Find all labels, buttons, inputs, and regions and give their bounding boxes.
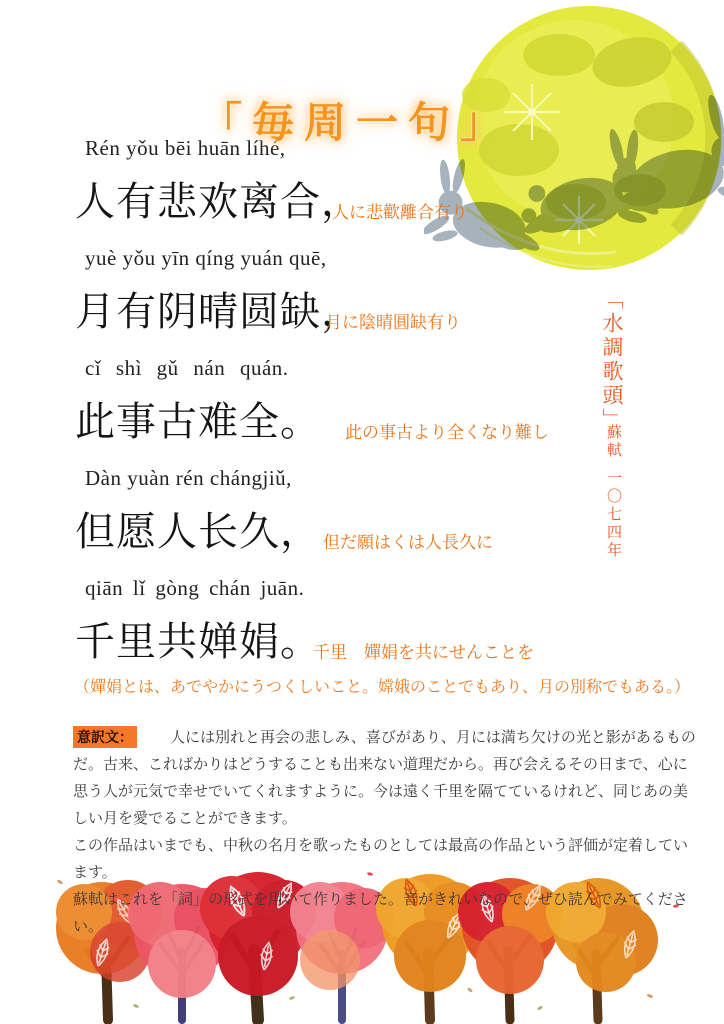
- poem-line-5: [0, 576, 724, 667]
- kundoku-line: 人に悲歡離合有り: [332, 203, 468, 222]
- pinyin-line: Dàn yuàn rén chángjiǔ,: [85, 466, 292, 490]
- kundoku-line: 但だ願はくは人長久に: [323, 533, 493, 552]
- pinyin-line: cǐ shì gǔ nán quán.: [85, 356, 289, 380]
- hanzi-line: 千里共婵娟。: [75, 619, 321, 664]
- chanjuan-note: （嬋娟とは、あでやかにうつくしいこと。嫦娥のことでもあり、月の別称でもある。）: [74, 679, 691, 696]
- interpretation-block: [73, 724, 699, 940]
- source-author: 蘇軾: [605, 424, 621, 460]
- source-year: 一〇七四年: [605, 470, 621, 560]
- interpretation-label: 意訳文：: [73, 726, 137, 748]
- page-title: 「毎周一句」: [200, 101, 513, 148]
- kundoku-line: 月に陰晴圓缺有り: [325, 313, 461, 332]
- pinyin-line: yuè yǒu yīn qíng yuán quē,: [85, 246, 327, 270]
- pinyin-line: Rén yǒu bēi huān líhé,: [85, 136, 286, 160]
- kundoku-line: 千里 嬋娟を共にせんことを: [313, 643, 534, 662]
- hanzi-line: 月有阴晴圆缺，: [75, 289, 362, 334]
- source-work-title: 「水調歌頭」: [600, 288, 624, 432]
- hanzi-line: 人有悲欢离合，: [75, 179, 362, 224]
- kundoku-line: 此の事古より全くなり難し: [345, 423, 549, 442]
- hanzi-line: 但愿人长久，: [75, 509, 321, 554]
- hanzi-line: 此事古难全。: [75, 399, 321, 444]
- pinyin-line: qiān lǐ gòng chán juān.: [85, 576, 305, 600]
- interpretation-comment-2: 蘇軾はこれを「詞」の形式を用いて作りました。音がきれいなので、ぜひ読んでみてください。: [73, 891, 688, 935]
- interpretation-comment-1: この作品はいまでも、中秋の名月を歌ったものとしては最高の作品という評価が定着しています。: [73, 837, 689, 881]
- interpretation-body: 人には別れと再会の悲しみ、喜びがあり、月には満ち欠けの光と影があるものだ。古来、こればかりはどうすることも出来ない道理だから。再び会えるその日まで、心に思う人が元気で幸せでいてくれますように。今は遠く千里を隔てているけれど、同じあの美しい月を愛でることができます。: [73, 729, 696, 827]
